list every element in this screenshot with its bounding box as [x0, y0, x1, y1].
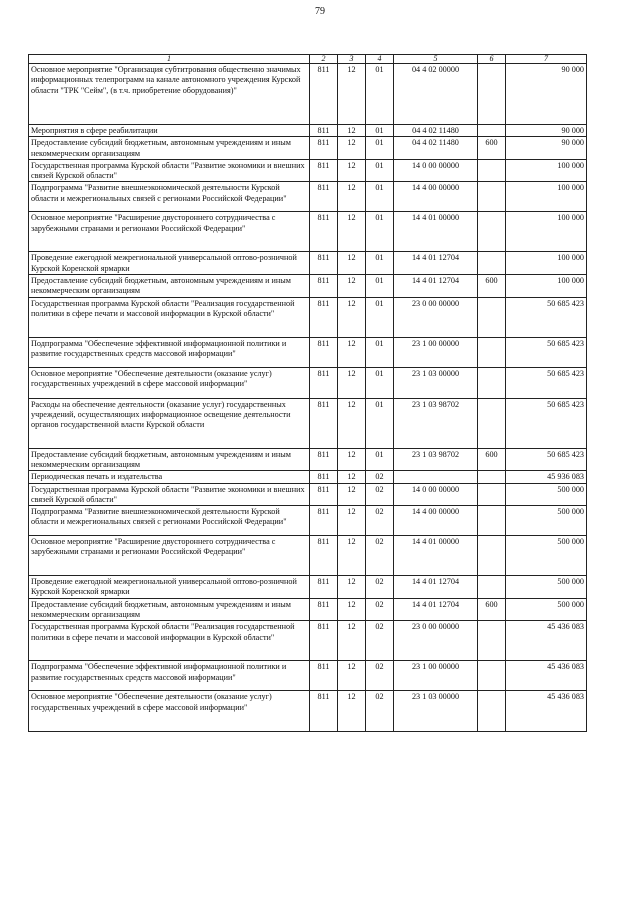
row-expense-type-cell: [478, 661, 506, 691]
row-target-article-cell: 14 4 01 00000: [394, 536, 478, 576]
row-target-article-cell: 04 4 02 00000: [394, 64, 478, 125]
row-expense-type-cell: [478, 64, 506, 125]
row-subsection-cell: 02: [366, 483, 394, 506]
row-amount-cell: 500 000: [506, 598, 587, 621]
row-expense-type-cell: [478, 159, 506, 182]
row-section-cell: 12: [338, 212, 366, 252]
row-amount-cell: 50 685 423: [506, 297, 587, 337]
row-amount-cell: 100 000: [506, 252, 587, 275]
row-name-cell: Подпрограмма "Развитие внешнеэкономической деятельности Курской области и межрегиональных связей с регионами Российской Федерации": [29, 506, 310, 536]
row-ved-cell: 811: [310, 506, 338, 536]
row-section-cell: 12: [338, 576, 366, 599]
row-name-cell: Государственная программа Курской области "Развитие экономики и внешних связей Курской области": [29, 483, 310, 506]
table-row: [29, 297, 587, 337]
row-ved-cell: 811: [310, 367, 338, 398]
table-row: [29, 598, 587, 621]
row-amount-cell: 500 000: [506, 536, 587, 576]
row-amount-cell: 90 000: [506, 64, 587, 125]
table-row: [29, 252, 587, 275]
row-subsection-cell: 01: [366, 137, 394, 160]
row-subsection-cell: 01: [366, 125, 394, 137]
row-expense-type-cell: 600: [478, 137, 506, 160]
row-target-article-cell: 14 4 00 00000: [394, 506, 478, 536]
row-subsection-cell: 02: [366, 661, 394, 691]
row-subsection-cell: 02: [366, 536, 394, 576]
table-row: [29, 159, 587, 182]
row-subsection-cell: 02: [366, 691, 394, 732]
row-section-cell: 12: [338, 252, 366, 275]
row-expense-type-cell: [478, 125, 506, 137]
row-subsection-cell: 01: [366, 252, 394, 275]
row-amount-cell: 90 000: [506, 137, 587, 160]
row-ved-cell: 811: [310, 576, 338, 599]
row-amount-cell: 50 685 423: [506, 337, 587, 367]
row-expense-type-cell: [478, 576, 506, 599]
table-row: [29, 691, 587, 732]
row-target-article-cell: 14 4 01 12704: [394, 252, 478, 275]
row-ved-cell: 811: [310, 398, 338, 448]
table-row: [29, 182, 587, 212]
row-subsection-cell: 01: [366, 297, 394, 337]
budget-table: [28, 54, 587, 732]
row-name-cell: Предоставление субсидий бюджетным, автономным учреждениям и иным некоммерческим организациям: [29, 275, 310, 298]
row-section-cell: 12: [338, 125, 366, 137]
row-subsection-cell: 01: [366, 337, 394, 367]
row-ved-cell: 811: [310, 536, 338, 576]
table-row: [29, 471, 587, 483]
row-expense-type-cell: 600: [478, 598, 506, 621]
row-amount-cell: 500 000: [506, 483, 587, 506]
row-name-cell: Предоставление субсидий бюджетным, автономным учреждениям и иным некоммерческим организациям: [29, 137, 310, 160]
table-row: [29, 661, 587, 691]
row-ved-cell: 811: [310, 275, 338, 298]
row-amount-cell: 45 436 083: [506, 621, 587, 661]
row-target-article-cell: 04 4 02 11480: [394, 125, 478, 137]
row-amount-cell: 45 936 083: [506, 471, 587, 483]
row-section-cell: 12: [338, 506, 366, 536]
row-target-article-cell: 23 1 00 00000: [394, 661, 478, 691]
row-expense-type-cell: [478, 252, 506, 275]
row-ved-cell: 811: [310, 621, 338, 661]
row-subsection-cell: 01: [366, 212, 394, 252]
table-row: [29, 64, 587, 125]
row-ved-cell: 811: [310, 125, 338, 137]
row-ved-cell: 811: [310, 598, 338, 621]
row-name-cell: Государственная программа Курской области "Развитие экономики и внешних связей Курской области": [29, 159, 310, 182]
row-name-cell: Государственная программа Курской области "Реализация государственной политики в сфере печати и массовой информации в Курской области": [29, 297, 310, 337]
row-name-cell: Подпрограмма "Развитие внешнеэкономической деятельности Курской области и межрегиональных связей с регионами Российской Федерации": [29, 182, 310, 212]
table-header-row: [29, 55, 587, 64]
header-cell: 7: [506, 55, 587, 64]
row-section-cell: 12: [338, 536, 366, 576]
row-target-article-cell: 23 1 03 00000: [394, 367, 478, 398]
row-target-article-cell: 23 0 00 00000: [394, 621, 478, 661]
row-name-cell: Мероприятия в сфере реабилитации: [29, 125, 310, 137]
table-row: [29, 212, 587, 252]
table-body: [29, 55, 587, 732]
row-amount-cell: 50 685 423: [506, 398, 587, 448]
row-subsection-cell: 01: [366, 398, 394, 448]
row-section-cell: 12: [338, 483, 366, 506]
row-ved-cell: 811: [310, 252, 338, 275]
row-name-cell: Основное мероприятие "Обеспечение деятельности (оказание услуг) государственных учреждений в сфере массовой информации": [29, 367, 310, 398]
table-row: [29, 506, 587, 536]
row-expense-type-cell: [478, 337, 506, 367]
row-expense-type-cell: [478, 212, 506, 252]
row-name-cell: Проведение ежегодной межрегиональной универсальной оптово-розничной Курской Коренской ярмарки: [29, 576, 310, 599]
table-row: [29, 621, 587, 661]
row-section-cell: 12: [338, 471, 366, 483]
row-ved-cell: 811: [310, 691, 338, 732]
row-ved-cell: 811: [310, 483, 338, 506]
row-name-cell: Основное мероприятие "Расширение двустороннего сотрудничества с зарубежными странами и регионами Российской Федерации": [29, 536, 310, 576]
header-cell: 1: [29, 55, 310, 64]
row-amount-cell: 100 000: [506, 212, 587, 252]
row-section-cell: 12: [338, 182, 366, 212]
row-expense-type-cell: [478, 297, 506, 337]
row-target-article-cell: 23 1 00 00000: [394, 337, 478, 367]
row-section-cell: 12: [338, 275, 366, 298]
row-name-cell: Расходы на обеспечение деятельности (оказание услуг) государственных учреждений, осуществляющих информационное освещение деятельности органов государственной власти Курской области: [29, 398, 310, 448]
row-subsection-cell: 02: [366, 598, 394, 621]
row-name-cell: Проведение ежегодной межрегиональной универсальной оптово-розничной Курской Коренской ярмарки: [29, 252, 310, 275]
row-name-cell: Основное мероприятие "Организация субтитрования общественно значимых информационных телепрограмм на канале автономного учреждения Курской области "ТРК "Сейм", (в т.ч. приобретение оборудования)": [29, 64, 310, 125]
row-subsection-cell: 01: [366, 64, 394, 125]
row-expense-type-cell: 600: [478, 275, 506, 298]
row-expense-type-cell: [478, 398, 506, 448]
row-target-article-cell: [394, 471, 478, 483]
page-number: 79: [315, 6, 325, 17]
row-section-cell: 12: [338, 661, 366, 691]
header-cell: 2: [310, 55, 338, 64]
row-ved-cell: 811: [310, 661, 338, 691]
row-subsection-cell: 02: [366, 576, 394, 599]
table-row: [29, 398, 587, 448]
table-row: [29, 483, 587, 506]
row-target-article-cell: 14 4 00 00000: [394, 182, 478, 212]
row-section-cell: 12: [338, 598, 366, 621]
header-cell: 5: [394, 55, 478, 64]
row-ved-cell: 811: [310, 471, 338, 483]
row-name-cell: Предоставление субсидий бюджетным, автономным учреждениям и иным некоммерческим организациям: [29, 448, 310, 471]
row-target-article-cell: 04 4 02 11480: [394, 137, 478, 160]
row-expense-type-cell: [478, 483, 506, 506]
row-name-cell: Подпрограмма "Обеспечение эффективной информационной политики и развитие государственных средств массовой информации": [29, 661, 310, 691]
row-target-article-cell: 14 0 00 00000: [394, 159, 478, 182]
row-target-article-cell: 14 4 01 12704: [394, 576, 478, 599]
row-expense-type-cell: [478, 367, 506, 398]
row-amount-cell: 50 685 423: [506, 448, 587, 471]
row-target-article-cell: 14 4 01 12704: [394, 598, 478, 621]
row-name-cell: Государственная программа Курской области "Реализация государственной политики в сфере печати и массовой информации в Курской области": [29, 621, 310, 661]
row-name-cell: Подпрограмма "Обеспечение эффективной информационной политики и развитие государственных средств массовой информации": [29, 337, 310, 367]
row-ved-cell: 811: [310, 182, 338, 212]
row-name-cell: Предоставление субсидий бюджетным, автономным учреждениям и иным некоммерческим организациям: [29, 598, 310, 621]
row-expense-type-cell: [478, 182, 506, 212]
table-row: [29, 367, 587, 398]
table-row: [29, 448, 587, 471]
row-amount-cell: 500 000: [506, 576, 587, 599]
row-target-article-cell: 14 4 01 00000: [394, 212, 478, 252]
row-ved-cell: 811: [310, 159, 338, 182]
table-row: [29, 337, 587, 367]
row-expense-type-cell: 600: [478, 448, 506, 471]
row-subsection-cell: 01: [366, 275, 394, 298]
row-section-cell: 12: [338, 337, 366, 367]
header-cell: 3: [338, 55, 366, 64]
row-subsection-cell: 01: [366, 448, 394, 471]
row-ved-cell: 811: [310, 64, 338, 125]
row-amount-cell: 100 000: [506, 275, 587, 298]
row-ved-cell: 811: [310, 297, 338, 337]
row-expense-type-cell: [478, 691, 506, 732]
row-subsection-cell: 02: [366, 471, 394, 483]
row-target-article-cell: 14 0 00 00000: [394, 483, 478, 506]
row-amount-cell: 500 000: [506, 506, 587, 536]
header-cell: 4: [366, 55, 394, 64]
row-amount-cell: 45 436 083: [506, 691, 587, 732]
table-row: [29, 275, 587, 298]
row-name-cell: Периодическая печать и издательства: [29, 471, 310, 483]
row-amount-cell: 100 000: [506, 159, 587, 182]
row-ved-cell: 811: [310, 137, 338, 160]
row-target-article-cell: 23 1 03 98702: [394, 448, 478, 471]
row-expense-type-cell: [478, 471, 506, 483]
row-ved-cell: 811: [310, 448, 338, 471]
row-expense-type-cell: [478, 621, 506, 661]
row-subsection-cell: 01: [366, 182, 394, 212]
row-target-article-cell: 23 1 03 98702: [394, 398, 478, 448]
row-target-article-cell: 23 1 03 00000: [394, 691, 478, 732]
row-ved-cell: 811: [310, 337, 338, 367]
row-section-cell: 12: [338, 159, 366, 182]
row-subsection-cell: 02: [366, 621, 394, 661]
row-section-cell: 12: [338, 691, 366, 732]
row-target-article-cell: 14 4 01 12704: [394, 275, 478, 298]
row-amount-cell: 100 000: [506, 182, 587, 212]
row-expense-type-cell: [478, 506, 506, 536]
row-subsection-cell: 01: [366, 159, 394, 182]
table-row: [29, 137, 587, 160]
table-row: [29, 125, 587, 137]
row-subsection-cell: 01: [366, 367, 394, 398]
row-ved-cell: 811: [310, 212, 338, 252]
row-section-cell: 12: [338, 398, 366, 448]
row-subsection-cell: 02: [366, 506, 394, 536]
row-section-cell: 12: [338, 367, 366, 398]
row-expense-type-cell: [478, 536, 506, 576]
row-amount-cell: 90 000: [506, 125, 587, 137]
row-section-cell: 12: [338, 64, 366, 125]
row-section-cell: 12: [338, 297, 366, 337]
row-target-article-cell: 23 0 00 00000: [394, 297, 478, 337]
table-row: [29, 536, 587, 576]
row-section-cell: 12: [338, 448, 366, 471]
table-row: [29, 576, 587, 599]
row-name-cell: Основное мероприятие "Обеспечение деятельности (оказание услуг) государственных учреждений в сфере массовой информации": [29, 691, 310, 732]
header-cell: 6: [478, 55, 506, 64]
row-section-cell: 12: [338, 137, 366, 160]
row-name-cell: Основное мероприятие "Расширение двустороннего сотрудничества с зарубежными странами и регионами Российской Федерации": [29, 212, 310, 252]
row-amount-cell: 45 436 083: [506, 661, 587, 691]
row-section-cell: 12: [338, 621, 366, 661]
row-amount-cell: 50 685 423: [506, 367, 587, 398]
